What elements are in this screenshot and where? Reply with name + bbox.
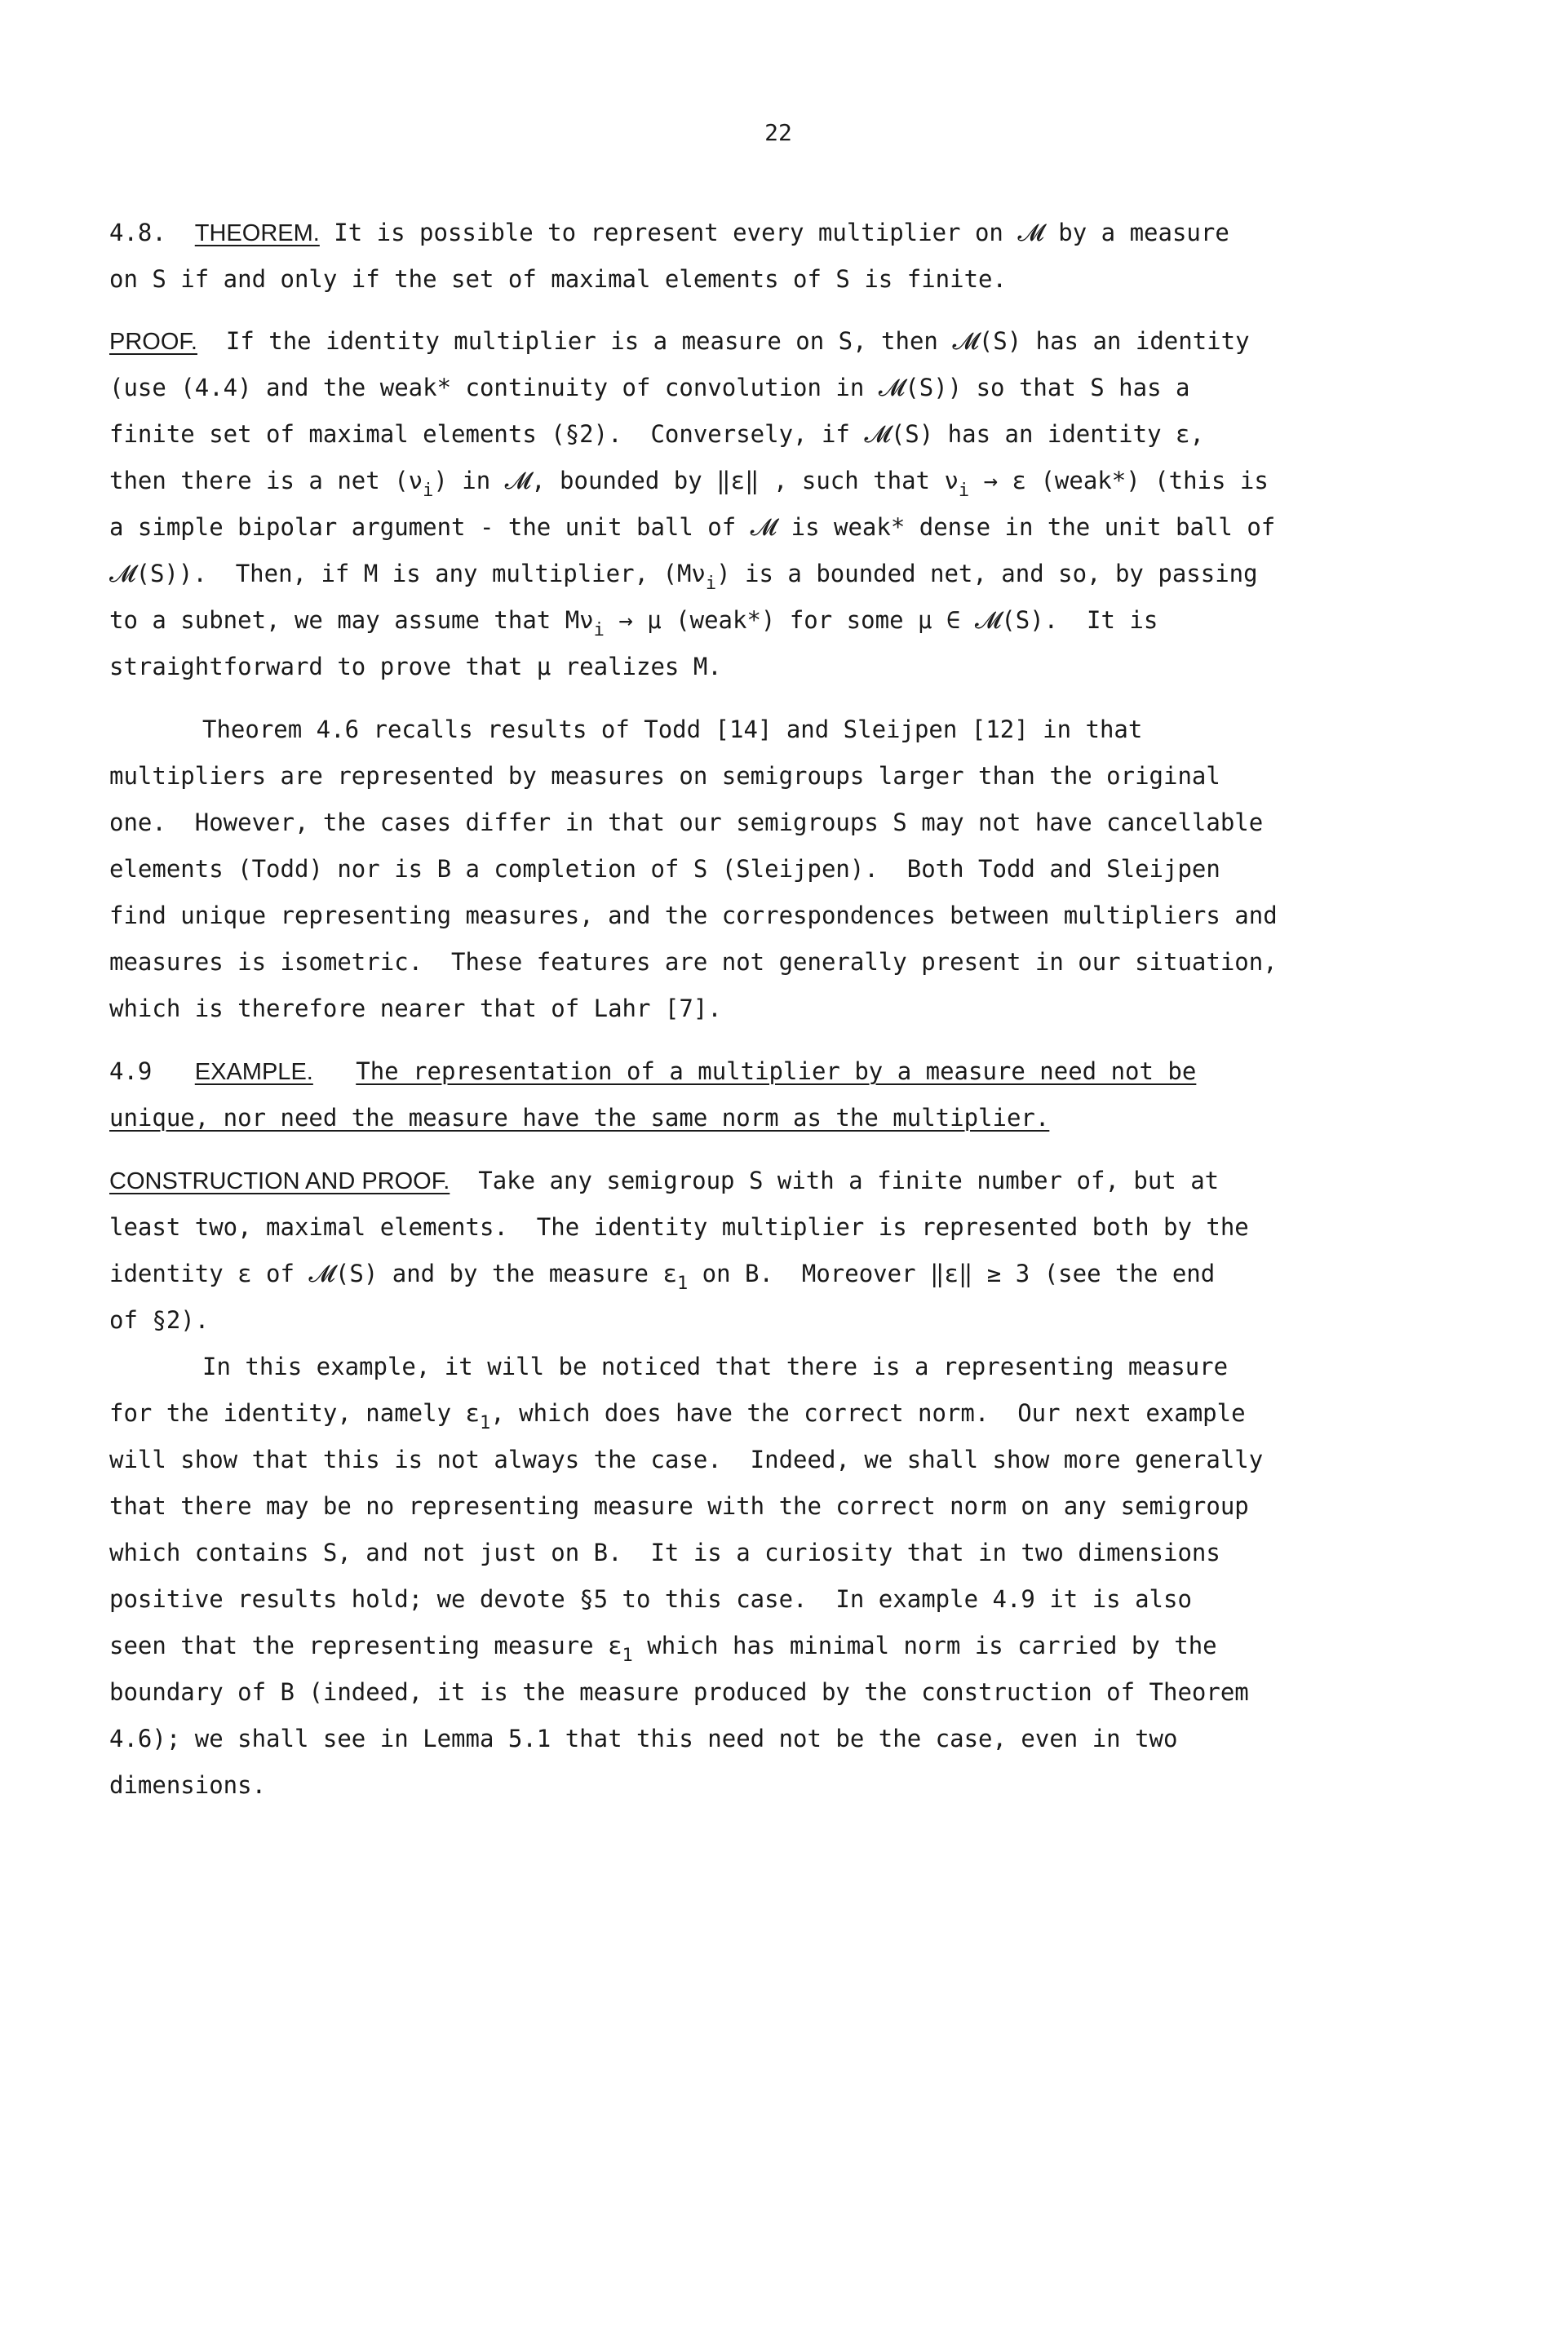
remark-line-4: elements (Todd) nor is B a completion of S (Sleijpen). Both Todd and Sleijpen xyxy=(109,855,1220,883)
proof-text-1: If the identity multiplier is a measure on S, then 𝓜(S) has an identity xyxy=(197,327,1250,355)
remark-line-3: one. However, the cases differ in that our semigroups S may not have cancellable xyxy=(109,809,1264,836)
remark-line-1: Theorem 4.6 recalls results of Todd [14] and Sleijpen [12] in that xyxy=(202,716,1143,743)
remark-line-5: find unique representing measures, and the correspondences between multipliers and xyxy=(109,902,1278,929)
proof-label: PROOF. xyxy=(109,329,197,355)
theorem-line-1 xyxy=(109,216,1229,249)
example-number: 4.9 xyxy=(109,1057,153,1085)
closing-text-2b: , which does have the correct norm. Our next example xyxy=(490,1399,1246,1427)
closing-line-10: dimensions. xyxy=(109,1771,267,1799)
theorem-line-2: on S if and only if the set of maximal elements of S is finite. xyxy=(109,265,1007,293)
closing-line-7 xyxy=(109,1629,1217,1666)
construction-line-3 xyxy=(109,1257,1216,1294)
closing-line-6: positive results hold; we devote §5 to this case. In example 4.9 it is also xyxy=(109,1585,1192,1613)
proof-text-4a: then there is a net (ν xyxy=(109,467,423,494)
closing-line-4: that there may be no representing measure with the correct norm on any semigroup xyxy=(109,1492,1249,1520)
remark-line-2: multipliers are represented by measures on semigroups larger than the original xyxy=(109,762,1220,790)
closing-line-3: will show that this is not always the case. Indeed, we shall show more generally xyxy=(109,1446,1264,1473)
proof-line-7 xyxy=(109,604,1158,640)
construction-text-3b: on B. Moreover ‖ε‖ ≥ 3 (see the end xyxy=(688,1260,1216,1287)
proof-text-4b: ) in 𝓜, bounded by ‖ε‖ , such that ν xyxy=(433,467,959,494)
closing-text-7b: which has minimal norm is carried by the xyxy=(632,1632,1217,1659)
construction-text-1: Take any semigroup S with a finite number of, but at xyxy=(450,1167,1220,1194)
proof-line-6 xyxy=(109,557,1258,594)
example-line-2 xyxy=(109,1101,1049,1134)
proof-line-3: finite set of maximal elements (§2). Conversely, if 𝓜(S) has an identity ε, xyxy=(109,420,1204,448)
construction-text-3a: identity ε of 𝓜(S) and by the measure ε xyxy=(109,1260,677,1287)
example-label: EXAMPLE. xyxy=(194,1059,313,1085)
subscript-i: i xyxy=(958,481,970,501)
page-number: 22 xyxy=(764,119,792,146)
construction-line-4: of §2). xyxy=(109,1306,210,1334)
proof-line-1 xyxy=(109,325,1250,357)
closing-line-1: In this example, it will be noticed that there is a representing measure xyxy=(202,1353,1229,1380)
theorem-text-1: It is possible to represent every multiplier on 𝓜 by a measure xyxy=(319,219,1229,246)
subscript-1: 1 xyxy=(622,1646,633,1666)
proof-text-7a: to a subnet, we may assume that Mν xyxy=(109,606,594,634)
subscript-i: i xyxy=(705,574,717,594)
subscript-1: 1 xyxy=(479,1413,491,1433)
closing-text-2a: for the identity, namely ε xyxy=(109,1399,480,1427)
example-text-2: unique, nor need the measure have the same norm as the multiplier. xyxy=(109,1104,1050,1132)
subscript-1: 1 xyxy=(676,1274,689,1294)
construction-label: CONSTRUCTION AND PROOF. xyxy=(109,1168,450,1194)
closing-text-7a: seen that the representing measure ε xyxy=(109,1632,622,1659)
proof-line-5: a simple bipolar argument - the unit ball of 𝓜 is weak* dense in the unit ball of xyxy=(109,513,1276,541)
construction-line-2: least two, maximal elements. The identity multiplier is represented both by the xyxy=(109,1213,1249,1241)
theorem-number: 4.8. xyxy=(109,219,166,246)
construction-line-1 xyxy=(109,1164,1219,1197)
proof-line-8: straightforward to prove that μ realizes M. xyxy=(109,653,722,680)
example-text-1: The representation of a multiplier by a measure need not be xyxy=(356,1057,1197,1085)
closing-line-8: boundary of B (indeed, it is the measure produced by the construction of Theorem xyxy=(109,1678,1249,1706)
proof-text-6a: 𝓜(S)). Then, if M is any multiplier, (Mν xyxy=(109,560,706,587)
subscript-i: i xyxy=(423,481,434,501)
example-line-1 xyxy=(109,1055,1196,1088)
proof-line-2: (use (4.4) and the weak* continuity of convolution in 𝓜(S)) so that S has a xyxy=(109,374,1190,401)
closing-line-5: which contains S, and not just on B. It is a curiosity that in two dimensions xyxy=(109,1539,1220,1566)
proof-text-7b: → μ (weak*) for some μ ∈ 𝓜(S). It is xyxy=(604,606,1158,634)
closing-line-9: 4.6); we shall see in Lemma 5.1 that this need not be the case, even in two xyxy=(109,1725,1178,1752)
remark-line-7: which is therefore nearer that of Lahr [7]. xyxy=(109,995,722,1022)
proof-text-4c: → ε (weak*) (this is xyxy=(969,467,1269,494)
proof-text-6b: ) is a bounded net, and so, by passing xyxy=(716,560,1258,587)
closing-line-2 xyxy=(109,1397,1246,1433)
theorem-label: THEOREM. xyxy=(194,220,320,246)
subscript-i: i xyxy=(593,620,605,640)
proof-line-4 xyxy=(109,464,1269,501)
remark-line-6: measures is isometric. These features are not generally present in our situation, xyxy=(109,948,1278,976)
